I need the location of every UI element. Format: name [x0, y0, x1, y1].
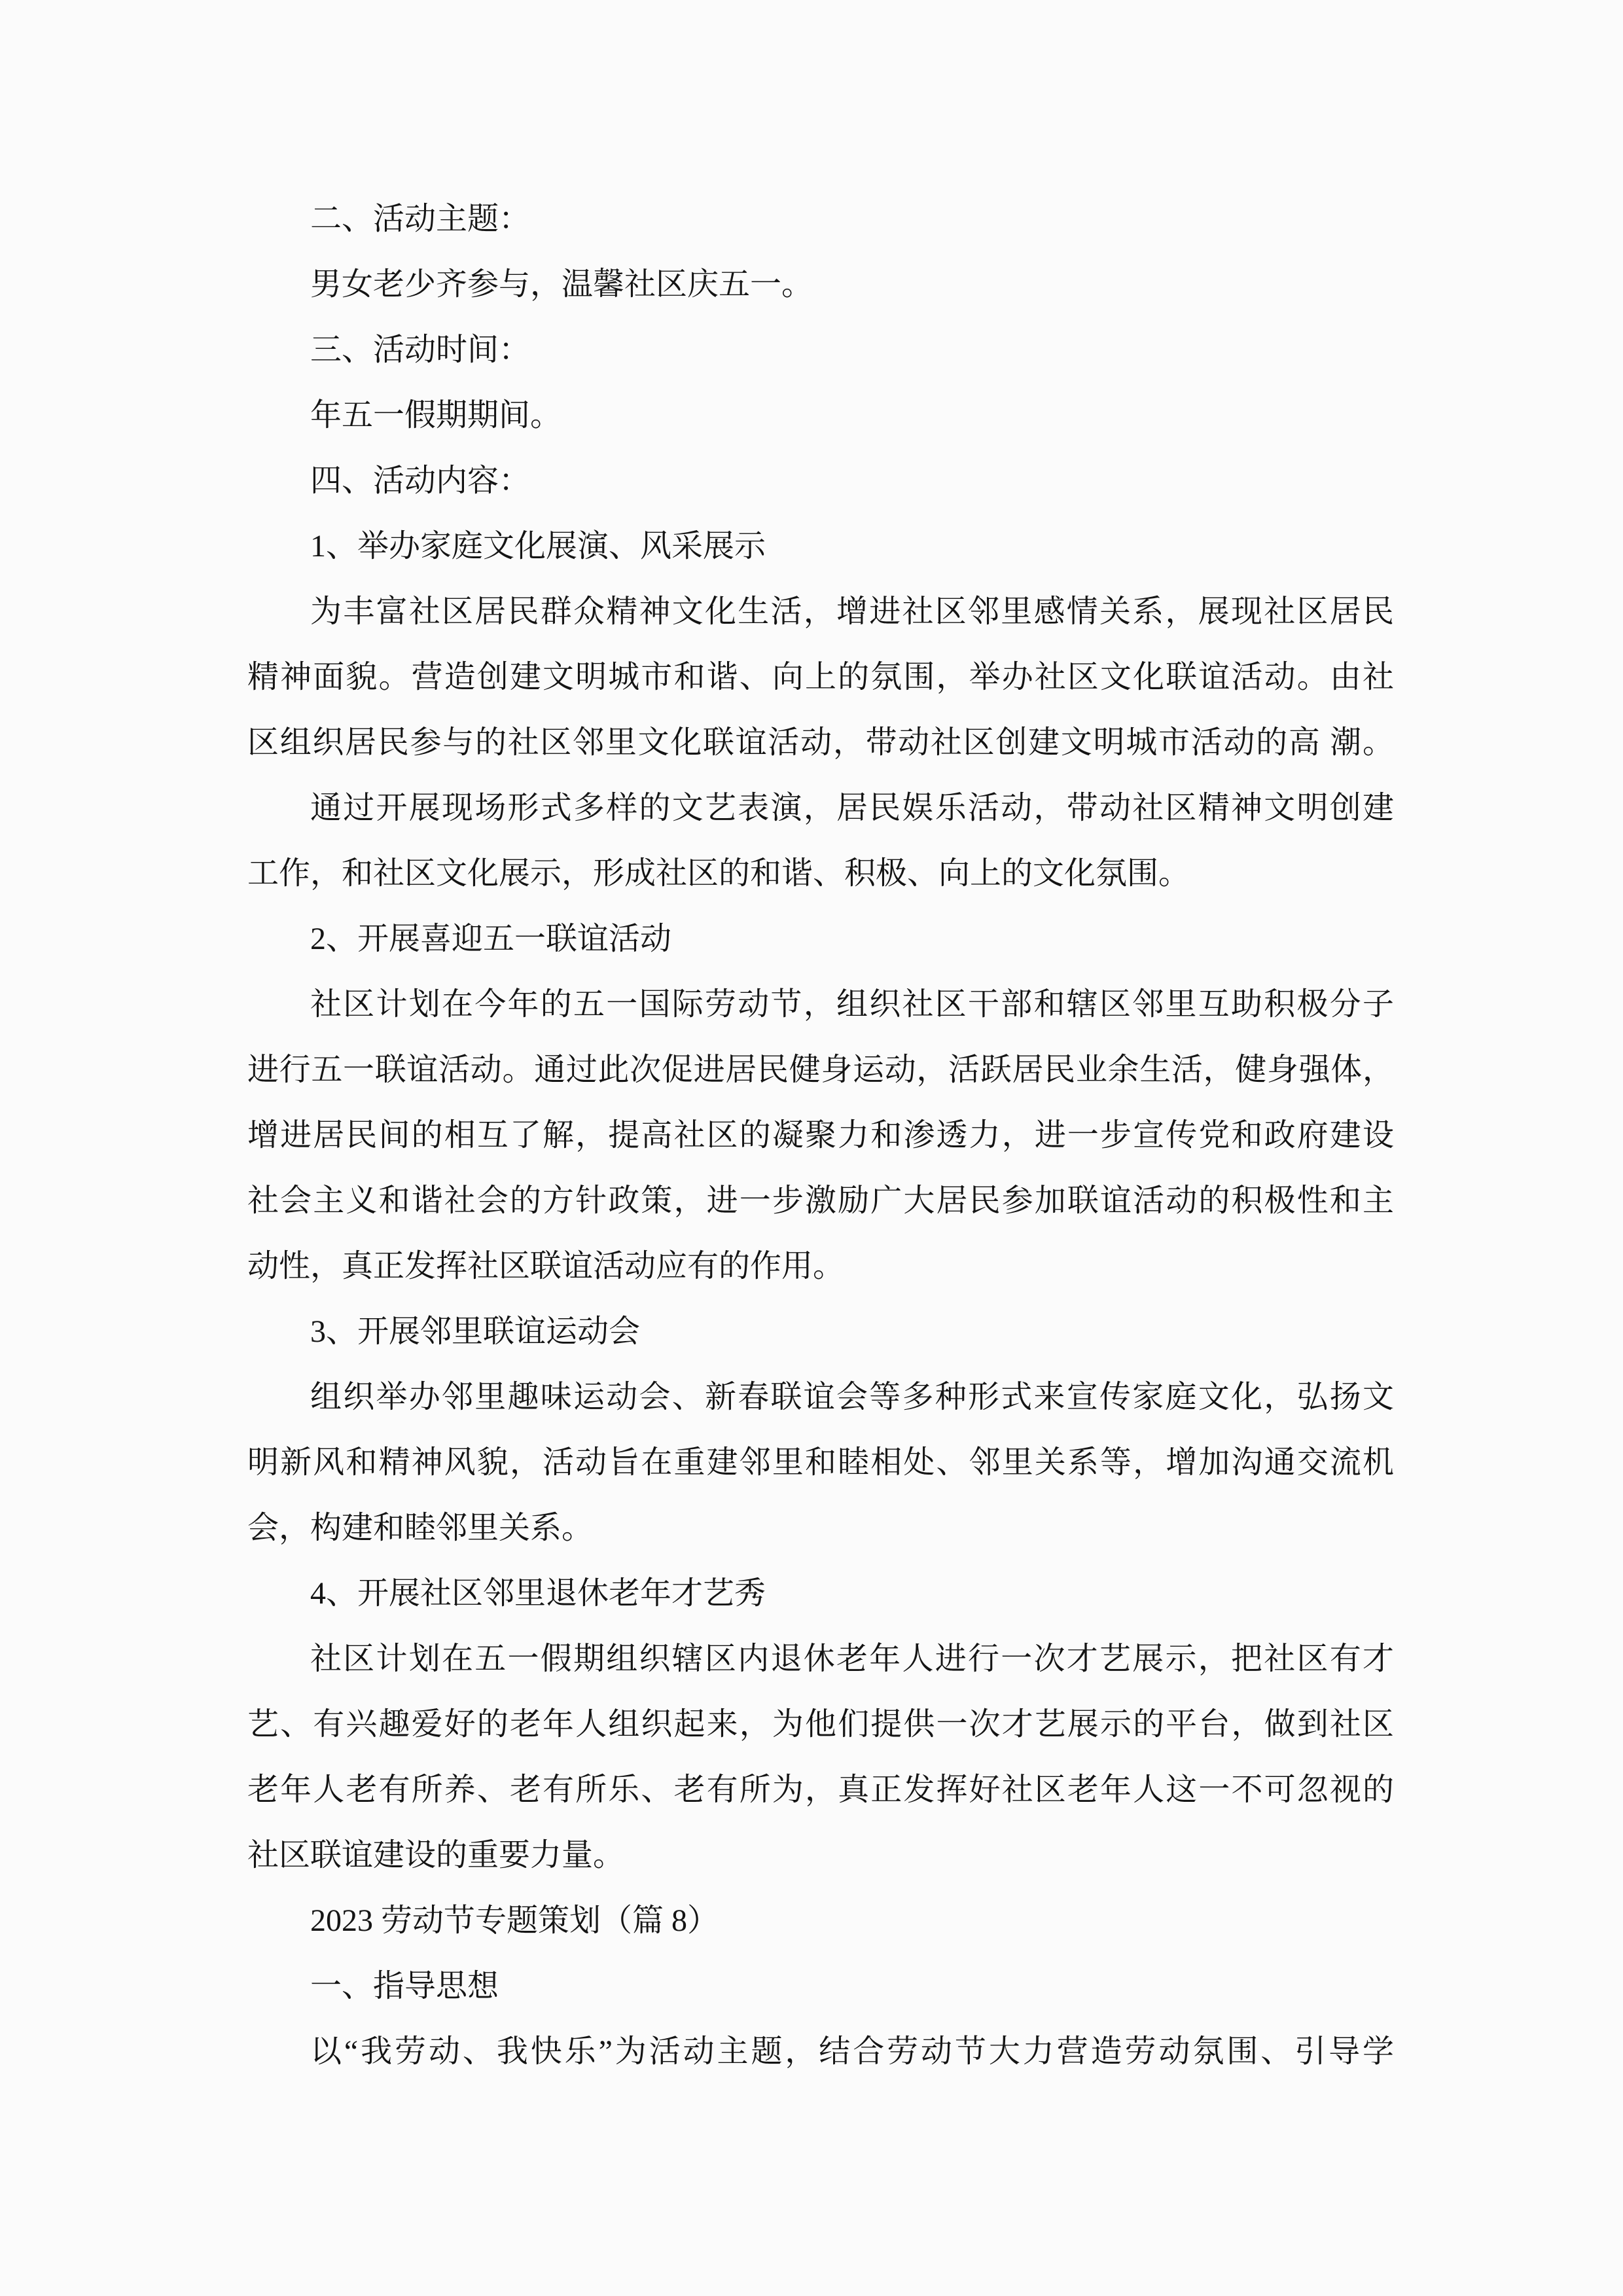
text-line: 一、指导思想	[310, 1969, 499, 2003]
text-line: 三、活动时间：	[310, 332, 531, 367]
text-line: 1、举办家庭文化展演、风采展示	[310, 529, 766, 564]
text-line: 工作，和社区文化展示，形成社区的和谐、积极、向上的文化氛围。	[247, 856, 1190, 891]
text-line: 社区计划在今年的五一国际劳动节，组织社区干部和辖区邻里互助积极分子	[310, 987, 1394, 1022]
text-line: 会，构建和睦邻里关系。	[247, 1511, 594, 1545]
text-line: 以“我劳动、我快乐”为活动主题，结合劳动节大力营造劳动氛围、引导学	[310, 2034, 1394, 2069]
text-line: 区组织居民参与的社区邻里文化联谊活动，带动社区创建文明城市活动的高 潮。	[247, 725, 1394, 760]
text-line: 精神面貌。营造创建文明城市和谐、向上的氛围，举办社区文化联谊活动。由社	[247, 660, 1394, 694]
text-line: 社区联谊建设的重要力量。	[247, 1838, 625, 1873]
text-line: 年五一假期期间。	[310, 398, 562, 433]
text-line: 二、活动主题：	[310, 202, 531, 236]
text-line: 为丰富社区居民群众精神文化生活，增进社区邻里感情关系，展现社区居民	[310, 594, 1394, 629]
text-line: 4、开展社区邻里退休老年才艺秀	[310, 1576, 766, 1611]
text-line: 2、开展喜迎五一联谊活动	[310, 922, 672, 956]
text-line: 通过开展现场形式多样的文艺表演，居民娱乐活动，带动社区精神文明创建	[310, 791, 1394, 825]
text-line: 社区计划在五一假期组织辖区内退休老年人进行一次才艺展示，把社区有才	[310, 1641, 1394, 1676]
document-body	[247, 187, 1394, 2085]
text-line: 进行五一联谊活动。通过此次促进居民健身运动，活跃居民业余生活，健身强体，	[247, 1052, 1394, 1087]
text-line: 艺、有兴趣爱好的老年人组织起来，为他们提供一次才艺展示的平台，做到社区	[247, 1707, 1394, 1742]
text-line: 动性，真正发挥社区联谊活动应有的作用。	[247, 1249, 845, 1283]
text-line: 2023 劳动节专题策划（篇 8）	[310, 1903, 719, 1938]
text-line: 男女老少齐参与，温馨社区庆五一。	[310, 267, 813, 302]
text-line: 明新风和精神风貌，活动旨在重建邻里和睦相处、邻里关系等，增加沟通交流机	[247, 1445, 1394, 1480]
text-line: 组织举办邻里趣味运动会、新春联谊会等多种形式来宣传家庭文化，弘扬文	[310, 1380, 1394, 1414]
text-line: 增进居民间的相互了解，提高社区的凝聚力和渗透力，进一步宣传党和政府建设	[247, 1118, 1394, 1153]
text-line: 3、开展邻里联谊运动会	[310, 1314, 641, 1349]
text-line: 社会主义和谐社会的方针政策，进一步激励广大居民参加联谊活动的积极性和主	[247, 1183, 1394, 1218]
text-line: 老年人老有所养、老有所乐、老有所为，真正发挥好社区老年人这一不可忽视的	[247, 1772, 1394, 1807]
text-line: 四、活动内容：	[310, 463, 531, 498]
